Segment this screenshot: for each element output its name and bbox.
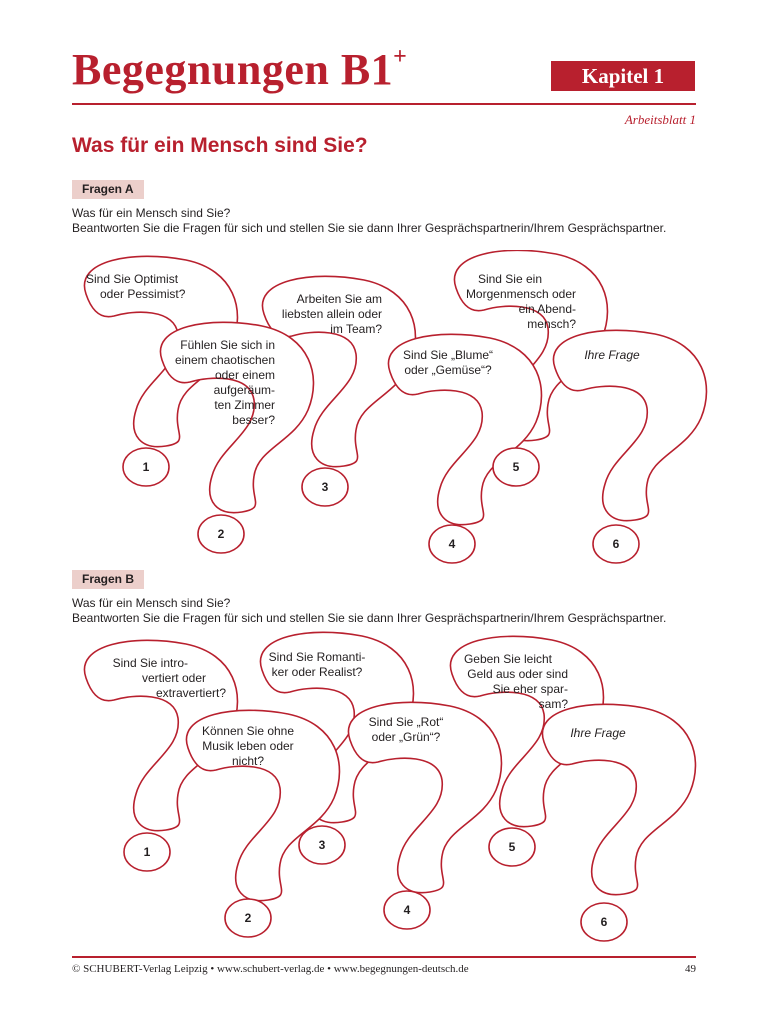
bubble-a2-line-6: besser? xyxy=(232,413,275,427)
bubble-b2-line-1: Können Sie ohne xyxy=(201,724,295,738)
bubble-b6-line-1: Ihre Frage xyxy=(570,726,626,740)
bubble-a5-line-1: Sind Sie ein xyxy=(477,272,542,286)
bubble-a5-line-4: mensch? xyxy=(527,317,576,331)
bubble-b3-number: 3 xyxy=(318,838,326,852)
bubble-a2-line-3: oder einem xyxy=(214,368,275,382)
worksheet-label: Arbeitsblatt 1 xyxy=(624,112,696,127)
bubble-a3-line-1: Arbeiten Sie am xyxy=(296,292,382,306)
bubble-b6-text xyxy=(558,726,638,741)
bubble-a5-line-3: ein Abend- xyxy=(518,302,576,316)
bubble-a6-text xyxy=(572,348,652,363)
bubble-b5-text xyxy=(452,652,568,712)
section-a-intro xyxy=(72,206,666,236)
bubble-b4-line-2: oder „Grün“? xyxy=(371,730,441,744)
bubble-a1-text xyxy=(86,272,186,302)
section-a-bubbles xyxy=(0,250,768,570)
bubble-a5-number: 5 xyxy=(512,460,520,474)
bubble-b3-line-2: ker oder Realist? xyxy=(271,665,363,679)
section-a-intro-line-1: Was für ein Mensch sind Sie? xyxy=(72,206,231,220)
bubble-a6-number: 6 xyxy=(612,537,620,551)
bubble-b4-line-1: Sind Sie „Rot“ xyxy=(368,715,444,729)
bubble-a6-line-1: Ihre Frage xyxy=(584,348,640,362)
bubble-b5-line-4: sam? xyxy=(538,697,568,711)
section-b-bubbles xyxy=(0,630,768,950)
bubble-b2-line-3: nicht? xyxy=(231,754,265,768)
bubble-a2-number: 2 xyxy=(217,527,225,541)
bubble-a1-line-2: oder Pessimist? xyxy=(100,287,186,301)
bubble-b2-text xyxy=(190,724,306,769)
bubble-b2-number: 2 xyxy=(244,911,252,925)
bubble-a5-text xyxy=(456,272,576,332)
bubble-b1-number: 1 xyxy=(143,845,151,859)
bubble-a3-line-3: im Team? xyxy=(330,322,382,336)
bubble-b4-number: 4 xyxy=(403,903,411,917)
bubble-b4-text xyxy=(356,715,456,745)
brand-superscript: + xyxy=(393,44,408,71)
bubble-a5-line-2: Morgenmensch oder xyxy=(465,287,576,301)
chapter-badge: Kapitel 1 xyxy=(551,61,695,91)
section-b-intro-line-1: Was für ein Mensch sind Sie? xyxy=(72,596,231,610)
bubble-a3-line-2: liebsten allein oder xyxy=(281,307,382,321)
bubble-a2-line-4: aufgeräum- xyxy=(213,383,275,397)
section-a-intro-line-2: Beantworten Sie die Fragen für sich und stellen Sie sie dann Ihrer Gesprächspartnerin/Ihrem Gesprächspartner. xyxy=(72,221,667,235)
bubble-a2-line-1: Fühlen Sie sich in xyxy=(180,338,275,352)
bubble-a4-line-1: Sind Sie „Blume“ xyxy=(402,348,494,362)
bubble-a2-line-2: einem chaotischen xyxy=(174,353,275,367)
bubble-b2-line-2: Musik leben oder xyxy=(202,739,294,753)
section-a-label: Fragen A xyxy=(72,180,144,199)
bubble-a4-text xyxy=(396,348,500,378)
footer-rule xyxy=(72,956,696,958)
section-b-intro xyxy=(72,596,666,626)
page-title: Was für ein Mensch sind Sie? xyxy=(72,134,368,157)
brand-title xyxy=(72,44,408,94)
bubble-a4-line-2: oder „Gemüse“? xyxy=(404,363,492,377)
section-b-intro-line-2: Beantworten Sie die Fragen für sich und stellen Sie sie dann Ihrer Gesprächspartnerin/Ihrem Gesprächspartner. xyxy=(72,611,667,625)
bubble-a4-number: 4 xyxy=(448,537,456,551)
bubble-b1-line-3: extravertiert? xyxy=(155,686,226,700)
bubble-b5-line-2: Geld aus oder sind xyxy=(467,667,568,681)
bubble-b6-number: 6 xyxy=(600,915,608,929)
bubble-a1-line-1: Sind Sie Optimist xyxy=(86,272,179,286)
bubble-b5-number: 5 xyxy=(508,840,516,854)
bubble-b5-line-3: Sie eher spar- xyxy=(492,682,568,696)
header-rule xyxy=(72,103,696,105)
bubble-a2-text xyxy=(165,338,275,428)
brand-name: Begegnungen B1 xyxy=(72,45,394,94)
bubble-b1-text xyxy=(96,656,226,701)
bubble-a1-number: 1 xyxy=(142,460,150,474)
page-number: 49 xyxy=(685,963,696,975)
bubble-a3-number: 3 xyxy=(321,480,329,494)
bubble-a3-text xyxy=(270,292,382,337)
bubble-b1-line-1: Sind Sie intro- xyxy=(112,656,188,670)
bubble-b1-line-2: vertiert oder xyxy=(141,671,206,685)
section-b-label: Fragen B xyxy=(72,570,144,589)
bubble-b5-line-1: Geben Sie leicht xyxy=(463,652,552,666)
footer-copyright: © SCHUBERT-Verlag Leipzig • www.schubert-verlag.de • www.begegnungen-deutsch.de xyxy=(72,963,469,975)
bubble-a2-line-5: ten Zimmer xyxy=(214,398,275,412)
bubble-b3-text xyxy=(262,650,372,680)
bubble-b3-line-1: Sind Sie Romanti- xyxy=(268,650,366,664)
